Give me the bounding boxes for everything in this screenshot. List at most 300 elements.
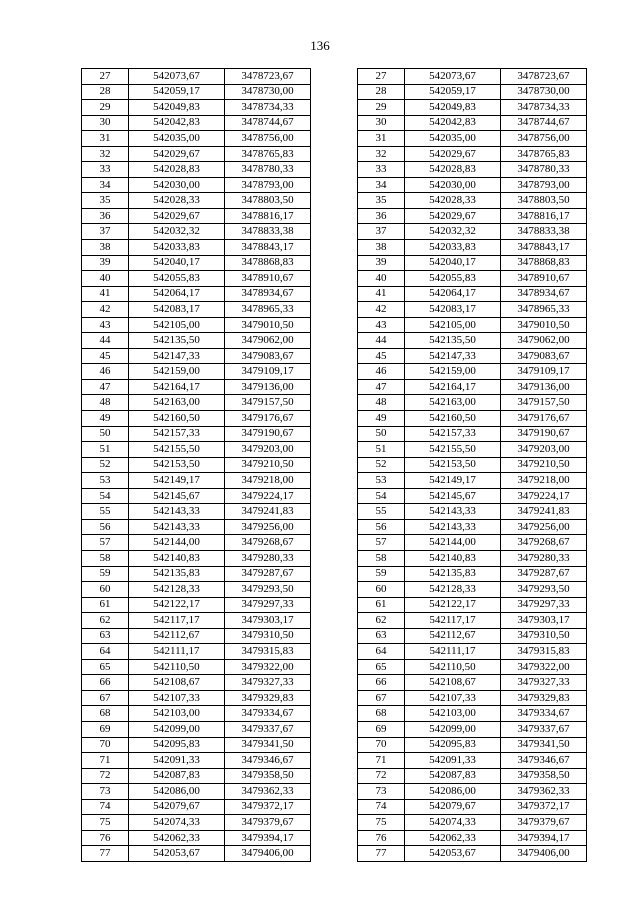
table-row: [82, 737, 311, 753]
point-number-cell: 41: [82, 286, 129, 302]
y-coordinate-cell: 3479346,67: [501, 753, 587, 769]
table-row: [358, 146, 587, 162]
x-coordinate-cell: 542143,33: [405, 519, 501, 535]
table-row: [82, 473, 311, 489]
y-coordinate-cell: 3479062,00: [225, 333, 311, 349]
x-coordinate-cell: 542105,00: [405, 317, 501, 333]
point-number-cell: 65: [358, 659, 405, 675]
point-number-cell: 76: [358, 830, 405, 846]
table-row: [358, 768, 587, 784]
table-row: [82, 784, 311, 800]
y-coordinate-cell: 3479379,67: [225, 815, 311, 831]
x-coordinate-cell: 542140,83: [405, 550, 501, 566]
x-coordinate-cell: 542035,00: [129, 131, 225, 147]
table-row: [82, 379, 311, 395]
x-coordinate-cell: 542095,83: [405, 737, 501, 753]
x-coordinate-cell: 542135,50: [129, 333, 225, 349]
x-coordinate-cell: 542110,50: [129, 659, 225, 675]
table-row: [82, 411, 311, 427]
table-row: [358, 644, 587, 660]
table-row: [358, 100, 587, 116]
y-coordinate-cell: 3479346,67: [225, 753, 311, 769]
point-number-cell: 59: [358, 566, 405, 582]
table-row: [82, 84, 311, 100]
x-coordinate-cell: 542153,50: [405, 457, 501, 473]
y-coordinate-cell: 3478723,67: [225, 69, 311, 85]
point-number-cell: 46: [82, 364, 129, 380]
table-row: [82, 100, 311, 116]
y-coordinate-cell: 3479379,67: [501, 815, 587, 831]
x-coordinate-cell: 542029,67: [129, 208, 225, 224]
y-coordinate-cell: 3479297,33: [225, 597, 311, 613]
y-coordinate-cell: 3478730,00: [225, 84, 311, 100]
point-number-cell: 39: [358, 255, 405, 271]
table-row: [82, 193, 311, 209]
table-row: [82, 721, 311, 737]
y-coordinate-cell: 3479358,50: [225, 768, 311, 784]
table-row: [82, 815, 311, 831]
table-row: [82, 364, 311, 380]
y-coordinate-cell: 3478780,33: [225, 162, 311, 178]
table-row: [82, 317, 311, 333]
point-number-cell: 58: [358, 550, 405, 566]
y-coordinate-cell: 3478803,50: [225, 193, 311, 209]
y-coordinate-cell: 3479256,00: [501, 519, 587, 535]
y-coordinate-cell: 3479218,00: [225, 473, 311, 489]
table-row: [82, 846, 311, 862]
y-coordinate-cell: 3479372,17: [225, 799, 311, 815]
x-coordinate-cell: 542073,67: [405, 69, 501, 85]
point-number-cell: 53: [82, 473, 129, 489]
y-coordinate-cell: 3478934,67: [225, 286, 311, 302]
table-row: [358, 706, 587, 722]
table-row: [358, 286, 587, 302]
table-row: [358, 753, 587, 769]
table-row: [358, 411, 587, 427]
point-number-cell: 70: [358, 737, 405, 753]
table-row: [358, 628, 587, 644]
table-row: [358, 582, 587, 598]
y-coordinate-cell: 3479334,67: [501, 706, 587, 722]
point-number-cell: 56: [82, 519, 129, 535]
point-number-cell: 60: [358, 582, 405, 598]
y-coordinate-cell: 3479083,67: [225, 348, 311, 364]
x-coordinate-cell: 542029,67: [405, 208, 501, 224]
y-coordinate-cell: 3479322,00: [225, 659, 311, 675]
x-coordinate-cell: 542030,00: [405, 177, 501, 193]
y-coordinate-cell: 3478730,00: [501, 84, 587, 100]
x-coordinate-cell: 542160,50: [129, 411, 225, 427]
table-row: [82, 519, 311, 535]
x-coordinate-cell: 542074,33: [405, 815, 501, 831]
x-coordinate-cell: 542105,00: [129, 317, 225, 333]
point-number-cell: 31: [82, 131, 129, 147]
y-coordinate-cell: 3479157,50: [501, 395, 587, 411]
point-number-cell: 47: [358, 379, 405, 395]
point-number-cell: 45: [358, 348, 405, 364]
y-coordinate-cell: 3479287,67: [501, 566, 587, 582]
x-coordinate-cell: 542155,50: [405, 442, 501, 458]
point-number-cell: 68: [82, 706, 129, 722]
x-coordinate-cell: 542122,17: [129, 597, 225, 613]
x-coordinate-cell: 542040,17: [405, 255, 501, 271]
x-coordinate-cell: 542164,17: [405, 379, 501, 395]
table-row: [82, 348, 311, 364]
table-row: [358, 255, 587, 271]
point-number-cell: 38: [358, 240, 405, 256]
point-number-cell: 69: [82, 721, 129, 737]
point-number-cell: 63: [358, 628, 405, 644]
table-row: [82, 753, 311, 769]
x-coordinate-cell: 542147,33: [129, 348, 225, 364]
point-number-cell: 44: [358, 333, 405, 349]
x-coordinate-cell: 542028,83: [405, 162, 501, 178]
point-number-cell: 67: [82, 690, 129, 706]
point-number-cell: 42: [82, 302, 129, 318]
point-number-cell: 66: [82, 675, 129, 691]
table-row: [358, 535, 587, 551]
point-number-cell: 56: [358, 519, 405, 535]
table-row: [82, 566, 311, 582]
point-number-cell: 50: [82, 426, 129, 442]
x-coordinate-cell: 542055,83: [405, 271, 501, 287]
table-row: [82, 613, 311, 629]
table-row: [358, 597, 587, 613]
x-coordinate-cell: 542160,50: [405, 411, 501, 427]
point-number-cell: 39: [82, 255, 129, 271]
y-coordinate-cell: 3479329,83: [225, 690, 311, 706]
point-number-cell: 52: [82, 457, 129, 473]
point-number-cell: 54: [82, 488, 129, 504]
x-coordinate-cell: 542103,00: [405, 706, 501, 722]
table-row: [82, 550, 311, 566]
y-coordinate-cell: 3479293,50: [225, 582, 311, 598]
table-row: [358, 426, 587, 442]
y-coordinate-cell: 3479334,67: [225, 706, 311, 722]
point-number-cell: 52: [358, 457, 405, 473]
table-row: [358, 784, 587, 800]
x-coordinate-cell: 542108,67: [405, 675, 501, 691]
table-row: [358, 240, 587, 256]
point-number-cell: 31: [358, 131, 405, 147]
table-row: [82, 706, 311, 722]
x-coordinate-cell: 542153,50: [129, 457, 225, 473]
table-row: [358, 675, 587, 691]
table-row: [358, 830, 587, 846]
table-row: [358, 379, 587, 395]
point-number-cell: 70: [82, 737, 129, 753]
y-coordinate-cell: 3478833,38: [501, 224, 587, 240]
table-row: [358, 504, 587, 520]
y-coordinate-cell: 3478793,00: [225, 177, 311, 193]
point-number-cell: 41: [358, 286, 405, 302]
y-coordinate-cell: 3478723,67: [501, 69, 587, 85]
point-number-cell: 61: [82, 597, 129, 613]
point-number-cell: 71: [82, 753, 129, 769]
x-coordinate-cell: 542073,67: [129, 69, 225, 85]
y-coordinate-cell: 3479224,17: [225, 488, 311, 504]
y-coordinate-cell: 3478843,17: [501, 240, 587, 256]
table-row: [82, 224, 311, 240]
point-number-cell: 50: [358, 426, 405, 442]
table-row: [358, 84, 587, 100]
y-coordinate-cell: 3479337,67: [501, 721, 587, 737]
x-coordinate-cell: 542128,33: [405, 582, 501, 598]
table-row: [82, 240, 311, 256]
x-coordinate-cell: 542163,00: [405, 395, 501, 411]
y-coordinate-cell: 3479406,00: [501, 846, 587, 862]
y-coordinate-cell: 3479394,17: [225, 830, 311, 846]
y-coordinate-cell: 3479297,33: [501, 597, 587, 613]
y-coordinate-cell: 3478765,83: [225, 146, 311, 162]
table-row: [358, 131, 587, 147]
point-number-cell: 58: [82, 550, 129, 566]
x-coordinate-cell: 542122,17: [405, 597, 501, 613]
x-coordinate-cell: 542049,83: [129, 100, 225, 116]
table-row: [358, 193, 587, 209]
point-number-cell: 33: [82, 162, 129, 178]
point-number-cell: 75: [358, 815, 405, 831]
table-row: [358, 333, 587, 349]
table-row: [358, 815, 587, 831]
x-coordinate-cell: 542030,00: [129, 177, 225, 193]
x-coordinate-cell: 542083,17: [405, 302, 501, 318]
x-coordinate-cell: 542029,67: [405, 146, 501, 162]
table-row: [358, 566, 587, 582]
table-row: [358, 519, 587, 535]
coordinates-table-left: [81, 68, 311, 862]
point-number-cell: 62: [358, 613, 405, 629]
point-number-cell: 72: [358, 768, 405, 784]
table-row: [358, 317, 587, 333]
point-number-cell: 43: [82, 317, 129, 333]
point-number-cell: 46: [358, 364, 405, 380]
y-coordinate-cell: 3479176,67: [225, 411, 311, 427]
x-coordinate-cell: 542145,67: [129, 488, 225, 504]
y-coordinate-cell: 3479303,17: [225, 613, 311, 629]
x-coordinate-cell: 542028,33: [129, 193, 225, 209]
point-number-cell: 48: [82, 395, 129, 411]
point-number-cell: 40: [82, 271, 129, 287]
x-coordinate-cell: 542059,17: [129, 84, 225, 100]
table-row: [358, 721, 587, 737]
y-coordinate-cell: 3478816,17: [501, 208, 587, 224]
y-coordinate-cell: 3479341,50: [501, 737, 587, 753]
table-row: [82, 333, 311, 349]
point-number-cell: 30: [358, 115, 405, 131]
y-coordinate-cell: 3479406,00: [225, 846, 311, 862]
x-coordinate-cell: 542117,17: [405, 613, 501, 629]
point-number-cell: 28: [82, 84, 129, 100]
point-number-cell: 44: [82, 333, 129, 349]
table-row: [82, 535, 311, 551]
point-number-cell: 69: [358, 721, 405, 737]
point-number-cell: 27: [82, 69, 129, 85]
y-coordinate-cell: 3478756,00: [501, 131, 587, 147]
table-row: [82, 799, 311, 815]
point-number-cell: 35: [82, 193, 129, 209]
y-coordinate-cell: 3479315,83: [501, 644, 587, 660]
x-coordinate-cell: 542155,50: [129, 442, 225, 458]
table-row: [358, 799, 587, 815]
y-coordinate-cell: 3479280,33: [501, 550, 587, 566]
table-row: [358, 162, 587, 178]
x-coordinate-cell: 542064,17: [129, 286, 225, 302]
x-coordinate-cell: 542091,33: [405, 753, 501, 769]
table-row: [358, 457, 587, 473]
point-number-cell: 47: [82, 379, 129, 395]
table-row: [82, 628, 311, 644]
y-coordinate-cell: 3479083,67: [501, 348, 587, 364]
point-number-cell: 65: [82, 659, 129, 675]
point-number-cell: 57: [82, 535, 129, 551]
table-row: [82, 644, 311, 660]
y-coordinate-cell: 3478934,67: [501, 286, 587, 302]
y-coordinate-cell: 3479010,50: [501, 317, 587, 333]
x-coordinate-cell: 542032,32: [129, 224, 225, 240]
y-coordinate-cell: 3478744,67: [501, 115, 587, 131]
point-number-cell: 60: [82, 582, 129, 598]
x-coordinate-cell: 542049,83: [405, 100, 501, 116]
table-row: [358, 69, 587, 85]
table-row: [358, 473, 587, 489]
x-coordinate-cell: 542159,00: [129, 364, 225, 380]
point-number-cell: 66: [358, 675, 405, 691]
y-coordinate-cell: 3479293,50: [501, 582, 587, 598]
y-coordinate-cell: 3479062,00: [501, 333, 587, 349]
y-coordinate-cell: 3479287,67: [225, 566, 311, 582]
point-number-cell: 64: [358, 644, 405, 660]
point-number-cell: 61: [358, 597, 405, 613]
table-row: [358, 659, 587, 675]
x-coordinate-cell: 542111,17: [129, 644, 225, 660]
y-coordinate-cell: 3479241,83: [501, 504, 587, 520]
point-number-cell: 67: [358, 690, 405, 706]
x-coordinate-cell: 542053,67: [129, 846, 225, 862]
table-row: [82, 286, 311, 302]
x-coordinate-cell: 542143,33: [129, 504, 225, 520]
y-coordinate-cell: 3479136,00: [501, 379, 587, 395]
point-number-cell: 73: [82, 784, 129, 800]
point-number-cell: 73: [358, 784, 405, 800]
table-row: [82, 69, 311, 85]
x-coordinate-cell: 542135,83: [129, 566, 225, 582]
point-number-cell: 55: [358, 504, 405, 520]
point-number-cell: 34: [82, 177, 129, 193]
table-row: [82, 302, 311, 318]
x-coordinate-cell: 542107,33: [129, 690, 225, 706]
y-coordinate-cell: 3479218,00: [501, 473, 587, 489]
point-number-cell: 59: [82, 566, 129, 582]
y-coordinate-cell: 3478965,33: [501, 302, 587, 318]
x-coordinate-cell: 542117,17: [129, 613, 225, 629]
x-coordinate-cell: 542074,33: [129, 815, 225, 831]
point-number-cell: 30: [82, 115, 129, 131]
point-number-cell: 48: [358, 395, 405, 411]
y-coordinate-cell: 3479203,00: [501, 442, 587, 458]
y-coordinate-cell: 3479310,50: [225, 628, 311, 644]
point-number-cell: 54: [358, 488, 405, 504]
y-coordinate-cell: 3479322,00: [501, 659, 587, 675]
point-number-cell: 40: [358, 271, 405, 287]
y-coordinate-cell: 3479358,50: [501, 768, 587, 784]
table-row: [358, 302, 587, 318]
point-number-cell: 37: [358, 224, 405, 240]
x-coordinate-cell: 542145,67: [405, 488, 501, 504]
x-coordinate-cell: 542091,33: [129, 753, 225, 769]
table-row: [82, 255, 311, 271]
x-coordinate-cell: 542086,00: [129, 784, 225, 800]
y-coordinate-cell: 3478765,83: [501, 146, 587, 162]
x-coordinate-cell: 542149,17: [405, 473, 501, 489]
y-coordinate-cell: 3479190,67: [501, 426, 587, 442]
y-coordinate-cell: 3479372,17: [501, 799, 587, 815]
table-row: [82, 675, 311, 691]
y-coordinate-cell: 3478965,33: [225, 302, 311, 318]
point-number-cell: 51: [82, 442, 129, 458]
x-coordinate-cell: 542135,50: [405, 333, 501, 349]
y-coordinate-cell: 3478734,33: [225, 100, 311, 116]
y-coordinate-cell: 3479362,33: [225, 784, 311, 800]
table-row: [82, 426, 311, 442]
x-coordinate-cell: 542144,00: [405, 535, 501, 551]
point-number-cell: 43: [358, 317, 405, 333]
point-number-cell: 28: [358, 84, 405, 100]
point-number-cell: 74: [82, 799, 129, 815]
y-coordinate-cell: 3479224,17: [501, 488, 587, 504]
y-coordinate-cell: 3478833,38: [225, 224, 311, 240]
y-coordinate-cell: 3479362,33: [501, 784, 587, 800]
coordinates-table-right: [357, 68, 587, 862]
point-number-cell: 32: [358, 146, 405, 162]
table-row: [82, 488, 311, 504]
x-coordinate-cell: 542143,33: [129, 519, 225, 535]
x-coordinate-cell: 542159,00: [405, 364, 501, 380]
x-coordinate-cell: 542042,83: [405, 115, 501, 131]
point-number-cell: 64: [82, 644, 129, 660]
table-row: [358, 488, 587, 504]
x-coordinate-cell: 542086,00: [405, 784, 501, 800]
y-coordinate-cell: 3479109,17: [501, 364, 587, 380]
y-coordinate-cell: 3478868,83: [225, 255, 311, 271]
x-coordinate-cell: 542028,83: [129, 162, 225, 178]
x-coordinate-cell: 542099,00: [405, 721, 501, 737]
x-coordinate-cell: 542087,83: [405, 768, 501, 784]
point-number-cell: 75: [82, 815, 129, 831]
x-coordinate-cell: 542157,33: [405, 426, 501, 442]
table-row: [358, 550, 587, 566]
y-coordinate-cell: 3478734,33: [501, 100, 587, 116]
point-number-cell: 29: [82, 100, 129, 116]
point-number-cell: 49: [358, 411, 405, 427]
y-coordinate-cell: 3479241,83: [225, 504, 311, 520]
y-coordinate-cell: 3478756,00: [225, 131, 311, 147]
y-coordinate-cell: 3479268,67: [501, 535, 587, 551]
table-row: [82, 177, 311, 193]
y-coordinate-cell: 3479136,00: [225, 379, 311, 395]
x-coordinate-cell: 542147,33: [405, 348, 501, 364]
y-coordinate-cell: 3478793,00: [501, 177, 587, 193]
point-number-cell: 33: [358, 162, 405, 178]
x-coordinate-cell: 542164,17: [129, 379, 225, 395]
point-number-cell: 32: [82, 146, 129, 162]
x-coordinate-cell: 542033,83: [405, 240, 501, 256]
point-number-cell: 37: [82, 224, 129, 240]
x-coordinate-cell: 542029,67: [129, 146, 225, 162]
x-coordinate-cell: 542087,83: [129, 768, 225, 784]
x-coordinate-cell: 542062,33: [129, 830, 225, 846]
point-number-cell: 51: [358, 442, 405, 458]
